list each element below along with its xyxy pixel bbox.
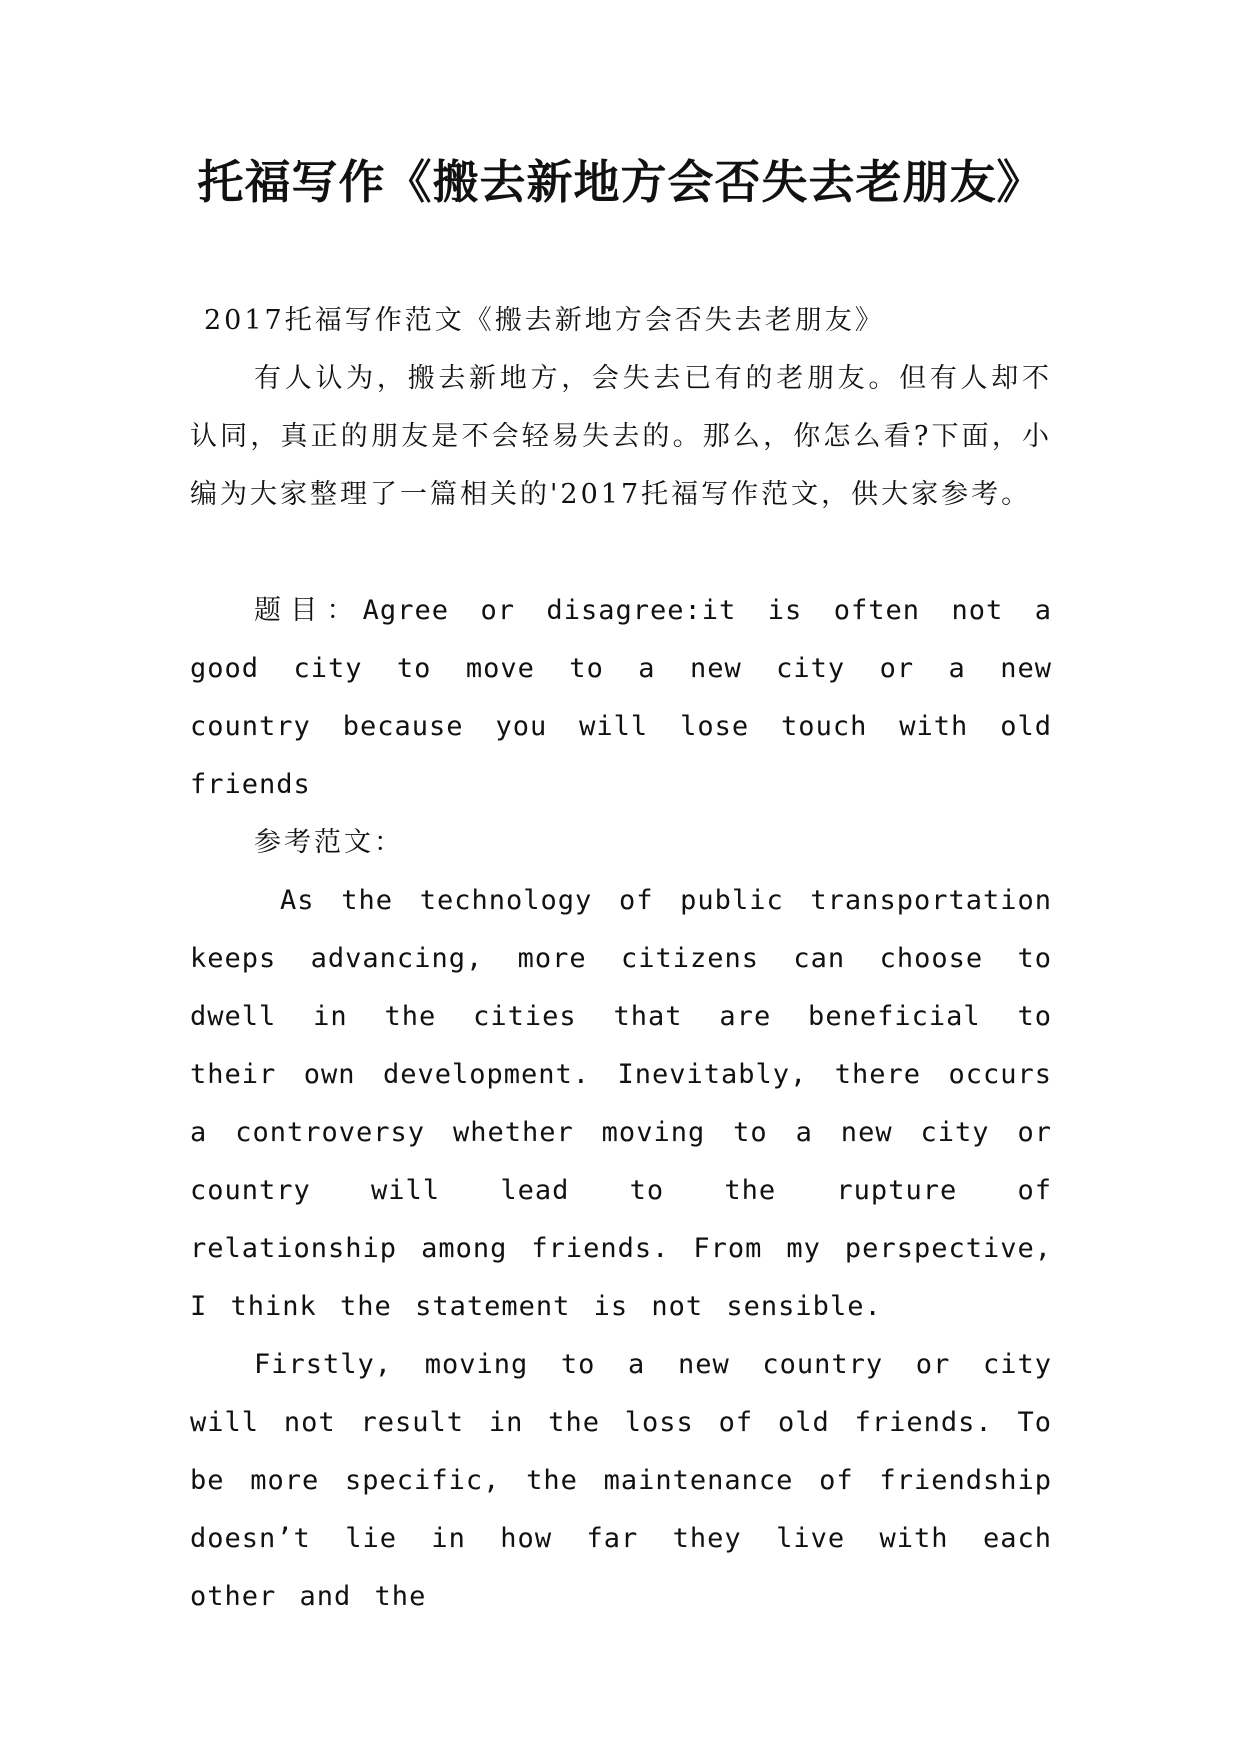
intro-paragraph: 有人认为，搬去新地方，会失去已有的老朋友。但有人却不认同，真正的朋友是不会轻易失去的。那么，你怎么看?下面，小编为大家整理了一篇相关的'2017托福写作范文，供大家参考。 — [190, 363, 1052, 510]
article-subtitle: 2017托福写作范文《搬去新地方会否失去老朋友》 — [204, 305, 885, 336]
sample-essay-label: 参考范文： — [254, 827, 404, 858]
topic-paragraph: 题目：Agree or disagree:it is often not a good city to move to a new city or a new country because you will lose touch with old friends — [190, 595, 1052, 800]
document-body — [190, 292, 1052, 1626]
essay-paragraph-1: As the technology of public transportation keeps advancing, more citizens can choose to dwell in the cities that are beneficial to their own development. Inevitably, there occurs a controversy whether moving to a new city or country will lead to the rupture of relationship among friends. From my perspective, I think the statement is not sensible. — [190, 885, 1052, 1322]
essay-paragraph-2: Firstly, moving to a new country or city will not result in the loss of old friends. To be more specific, the maintenance of friendship doesn’t lie in how far they live with each other and the — [190, 1349, 1052, 1612]
document-title: 托福写作《搬去新地方会否失去老朋友》 — [197, 155, 1044, 209]
